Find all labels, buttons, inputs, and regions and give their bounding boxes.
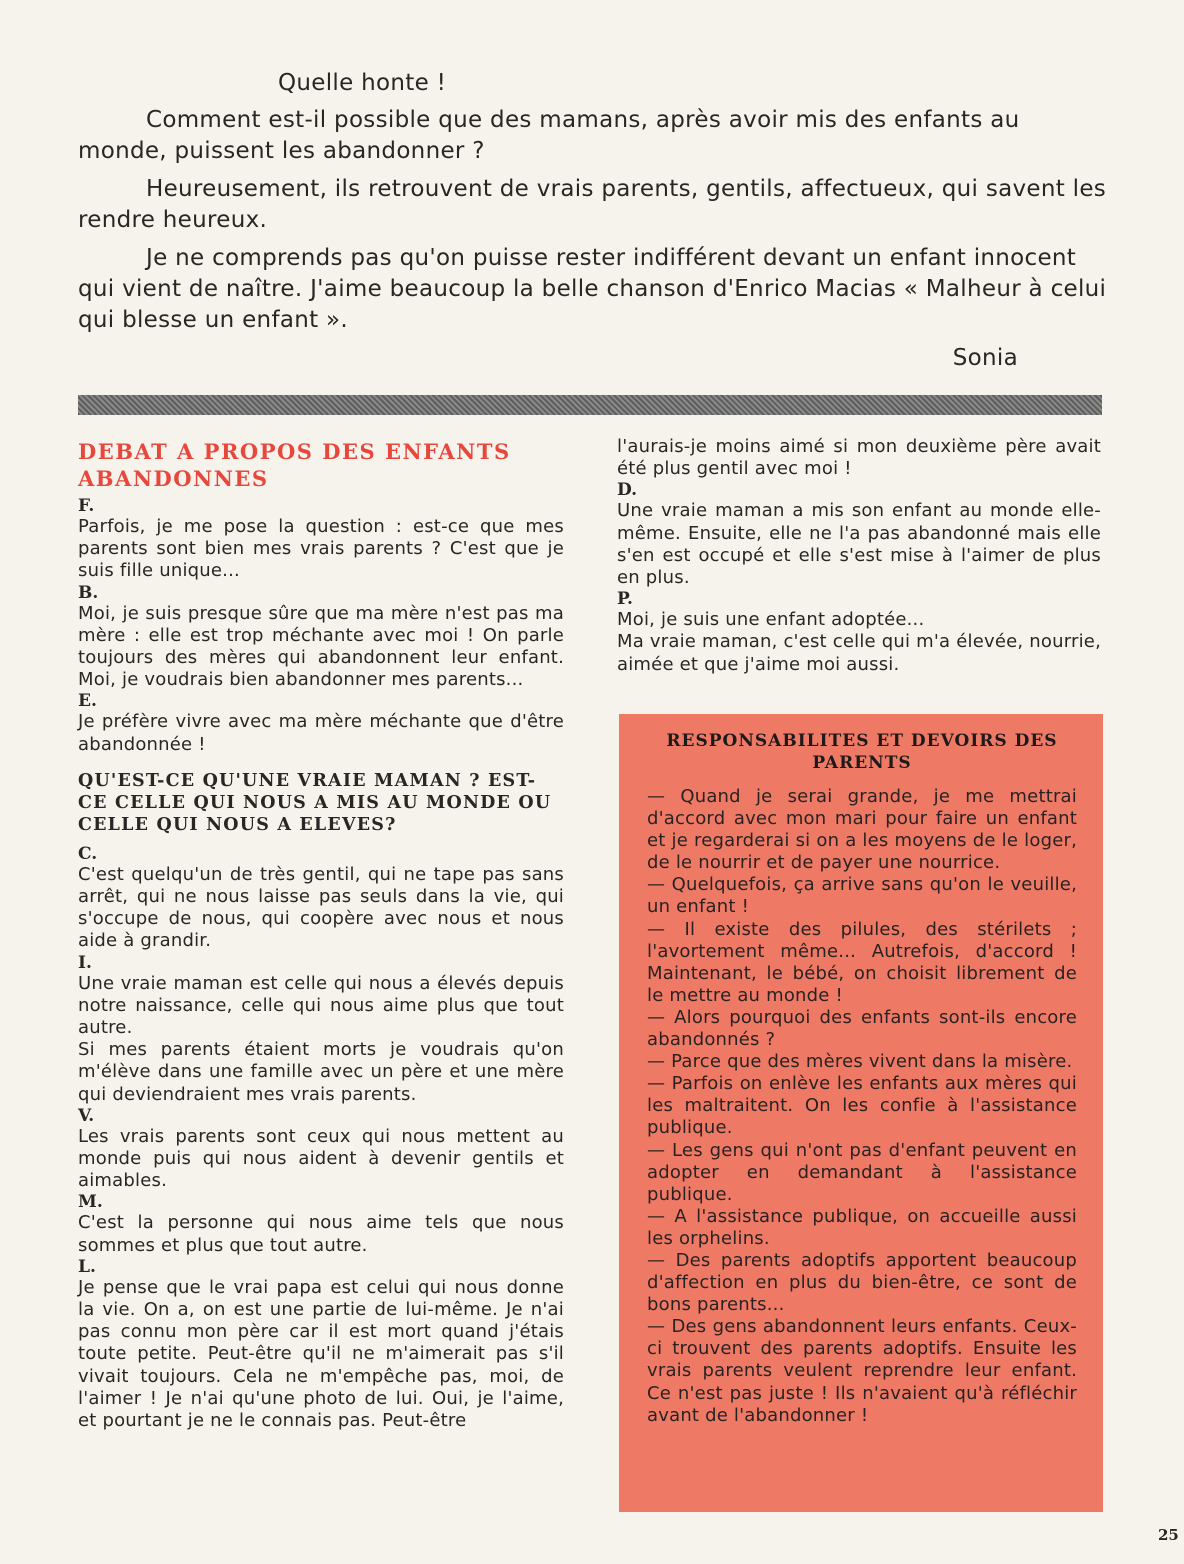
- box-item: — Quand je serai grande, je me mettrai d'accord avec mon mari pour faire un enfant et je regarderai si on a les moyens de le loger, de le nourrir et de payer une nourrice.: [647, 786, 1077, 874]
- speaker-initial: D.: [617, 480, 638, 501]
- debate-column-right: [617, 436, 1101, 676]
- intro-signature: Sonia: [952, 345, 1018, 371]
- box-item: — Alors pourquoi des enfants sont-ils encore abandonnés ?: [647, 1006, 1077, 1051]
- box-title: RESPONSABILITES ET DEVOIRS DES PARENTS: [666, 731, 1058, 773]
- box-item: — Parfois on enlève les enfants aux mères qui les maltraitent. On les confie à l'assistance publique.: [647, 1073, 1077, 1139]
- box-item: — Parce que des mères vivent dans la misère.: [647, 1051, 1073, 1073]
- speaker-initial: M.: [78, 1192, 103, 1213]
- speaker-text: C'est quelqu'un de très gentil, qui ne tape pas sans arrêt, qui ne nous laisse pas seuls dans la vie, qui s'occupe de nous, qui coopère avec nous et nous aide à grandir.: [78, 863, 564, 952]
- speaker-initial: E.: [78, 691, 97, 712]
- speaker-text: Je pense que le vrai papa est celui qui nous donne la vie. On a, on est une partie de lui-même. Je n'ai pas connu mon père car il est mort quand j'étais toute petite. Peut-être qu'il ne m'aimerait pas s'il vivait toujours. Cela ne m'empêche pas, moi, de l'aimer ! Je n'ai qu'une photo de lui. Oui, je l'aime, et pourtant je ne le connais pas. Peut-être: [78, 1276, 564, 1432]
- box-item: — Des gens abandonnent leurs enfants. Ceux-ci trouvent des parents adoptifs. Ensuite les vrais parents veulent reprendre leur enfant. Ce n'est pas juste ! Ils n'avaient qu'à réfléchir avant de l'abandonner !: [647, 1316, 1077, 1426]
- debate-column-left: [78, 436, 564, 1432]
- speaker-text: Parfois, je me pose la question : est-ce que mes parents sont bien mes vrais parents ? C'est que je suis fille unique...: [78, 516, 564, 582]
- debate-title: DEBAT A PROPOS DES ENFANTS ABANDONNES: [78, 439, 511, 491]
- continuation-text: l'aurais-je moins aimé si mon deuxième père avait été plus gentil avec moi !: [617, 436, 1101, 480]
- intro-paragraph: Heureusement, ils retrouvent de vrais parents, gentils, affectueux, qui savent les rendre heureux.: [78, 176, 1107, 233]
- speaker-initial: I.: [78, 952, 92, 973]
- speaker-initial: L.: [78, 1256, 96, 1277]
- speaker-text: Une vraie maman est celle qui nous a élevés depuis notre naissance, celle qui nous aime plus que tout autre.: [78, 972, 564, 1039]
- speaker-text: Les vrais parents sont ceux qui nous mettent au monde puis qui nous aident à devenir gentils et aimables.: [78, 1125, 564, 1192]
- box-item: — A l'assistance publique, on accueille aussi les orphelins.: [647, 1205, 1077, 1249]
- speaker-text: Je préfère vivre avec ma mère méchante que d'être abandonnée !: [78, 711, 564, 755]
- page-number: 25: [1158, 1526, 1179, 1544]
- speaker-initial: P.: [617, 589, 633, 610]
- speaker-initial: F.: [78, 496, 95, 516]
- box-item: — Les gens qui n'ont pas d'enfant peuvent en adopter en demandant à l'assistance publique.: [647, 1139, 1077, 1205]
- speaker-initial: C.: [78, 843, 98, 864]
- intro-exclamation: Quelle honte !: [278, 70, 447, 96]
- speaker-text: Une vraie maman a mis son enfant au monde elle-même. Ensuite, elle ne l'a pas abandonné mais elle s'en est occupé et elle s'est mise à l'aimer de plus en plus.: [617, 500, 1101, 589]
- box-item: — Il existe des pilules, des stérilets ; l'avortement même... Autrefois, d'accord ! Maintenant, le bébé, on choisit librement de le mettre au monde !: [647, 918, 1077, 1006]
- speaker-text: Moi, je suis une enfant adoptée...: [617, 609, 925, 631]
- speaker-initial: B.: [78, 582, 99, 603]
- responsibilities-box: [619, 714, 1103, 1512]
- intro-paragraph: Je ne comprends pas qu'on puisse rester indifférent devant un enfant innocent qui vient de naître. J'aime beaucoup la belle chanson d'Enrico Macias « Malheur à celui qui blesse un enfant ».: [78, 245, 1107, 333]
- speaker-text: Moi, je suis presque sûre que ma mère n'est pas ma mère : elle est trop méchante avec moi ! On parle toujours des mères qui abandonnent leur enfant. Moi, je voudrais bien abandonner mes parents...: [78, 602, 564, 691]
- speaker-text: Ma vraie maman, c'est celle qui m'a élevée, nourrie, aimée et que j'aime moi aussi.: [617, 631, 1101, 675]
- debate-question: QU'EST-CE QU'UNE VRAIE MAMAN ? EST-CE CELLE QUI NOUS A MIS AU MONDE OU CELLE QUI NOUS A ELEVES?: [78, 770, 552, 835]
- speaker-text: C'est la personne qui nous aime tels que nous sommes et plus que tout autre.: [78, 1212, 564, 1256]
- box-item: — Quelquefois, ça arrive sans qu'on le veuille, un enfant !: [647, 874, 1077, 918]
- intro-paragraph: Comment est-il possible que des mamans, après avoir mis des enfants au monde, puissent les abandonner ?: [78, 107, 1020, 164]
- speaker-initial: V.: [78, 1105, 95, 1126]
- box-item: — Des parents adoptifs apportent beaucoup d'affection en plus du bien-être, ce sont de bons parents...: [647, 1249, 1077, 1316]
- intro-letter: [78, 62, 1108, 381]
- speaker-text: Si mes parents étaient morts je voudrais qu'on m'élève dans une famille avec un père et une mère qui deviendraient mes vrais parents.: [78, 1039, 564, 1105]
- section-divider-band: [78, 395, 1102, 415]
